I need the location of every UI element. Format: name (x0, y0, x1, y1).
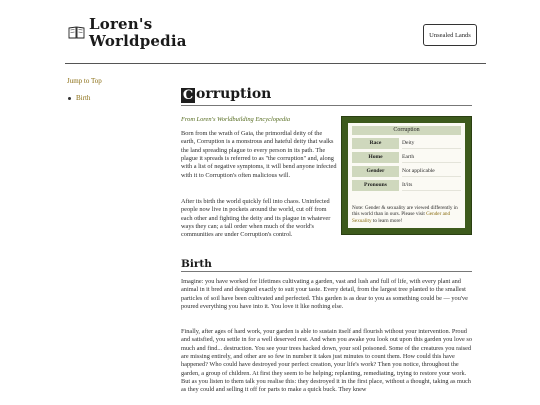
page-title (181, 86, 271, 103)
infobox-key: Pronouns (352, 180, 399, 191)
header-divider (65, 63, 486, 64)
infobox-key: Home (352, 152, 399, 163)
title-rest: orruption (196, 86, 272, 102)
bullet-icon (68, 97, 71, 100)
logo-line-1: Loren's (89, 15, 153, 33)
gender-sexuality-link[interactable]: Gender and Sexuality (352, 211, 451, 224)
infobox-note-text: Note: Gender & sexuality are viewed differently in this world than in ours. Please visit (352, 205, 458, 218)
infobox-value: Deity (402, 138, 461, 149)
article-subtitle: From Loren's Worldbuilding Encyclopedia (181, 116, 291, 123)
birth-paragraph-2: Finally, after ages of hard work, your garden is able to sustain itself and flourish without your intervention. Proud and satisfied, you settle in for a well deserved rest. And when you awake you look out upon this garden you love so much and find... destruction. You see your trees hacked down, your soil poisoned. Some of the creatures you raised are missing entirely, and other are so few in number it takes just minutes to count them. How could this have happened? Who could have destroyed your perfect creation, your life's work? Then you notice, throughout the garden, a group of children. At first they seem to be helping; replanting, remediating, trying to restore your work. But as you listen to them talk you realise this: they destroyed it in the first place, without a thought, taking as much as they could and selling it off for parts to make a quick buck. They knew (181, 328, 472, 394)
book-icon (68, 26, 85, 39)
toc-item-label: Birth (76, 94, 91, 102)
site-logo[interactable] (68, 15, 187, 52)
infobox-title: Corruption (352, 126, 461, 135)
infobox-inner (348, 123, 465, 228)
infobox-key: Race (352, 138, 399, 149)
jump-to-top-link[interactable]: Jump to Top (67, 77, 102, 85)
infobox-row-gender (352, 166, 461, 177)
logo-text (89, 16, 187, 50)
infobox-row-race (352, 138, 461, 149)
section-title-birth: Birth (181, 258, 212, 270)
infobox-note (352, 205, 461, 224)
intro-paragraph-2: After its birth the world quickly fell into chaos. Uninfected people now live in pockets around the world, cut off from each other and fighting the deity and its plague in whatever ways they can; a tall order when much of the world's communities are under Corruption's control. (181, 198, 331, 239)
infobox-key: Gender (352, 166, 399, 177)
infobox (341, 116, 472, 235)
birth-paragraph-1: Imagine: you have worked for lifetimes cultivating a garden, vast and lush and full of life, with every plant and animal in it bred and designed exactly to suit your taste. Every detail, from the largest tree planted to the smallest particles of soil have been cultivated and perfected. This garden is as dear to you as something could be — you've poured everything you have into it. You love it like nothing else. (181, 278, 468, 311)
logo-line-2: Worldpedia (89, 32, 187, 50)
infobox-value: Earth (402, 152, 461, 163)
title-initial: C (182, 88, 194, 103)
title-divider (181, 105, 472, 106)
unsealed-lands-button[interactable]: Unsealed Lands (423, 24, 477, 46)
section-divider (181, 271, 472, 272)
toc-item-birth[interactable] (68, 94, 90, 102)
infobox-row-home (352, 152, 461, 163)
infobox-value: Not applicable (402, 166, 461, 177)
intro-paragraph-1: Born from the wrath of Gaia, the primordial deity of the earth, Corruption is a monstrous and hateful deity that walks the land spreading plague to every person in its path. The plague it spreads is referred to as "the corruption" and, along with a list of negative symptoms, it will bend anyone infected with it to Corruption's often malicious will. (181, 130, 337, 179)
infobox-note-suffix: to learn more! (371, 217, 403, 224)
infobox-value: It/its (402, 180, 461, 191)
infobox-row-pronouns (352, 180, 461, 191)
